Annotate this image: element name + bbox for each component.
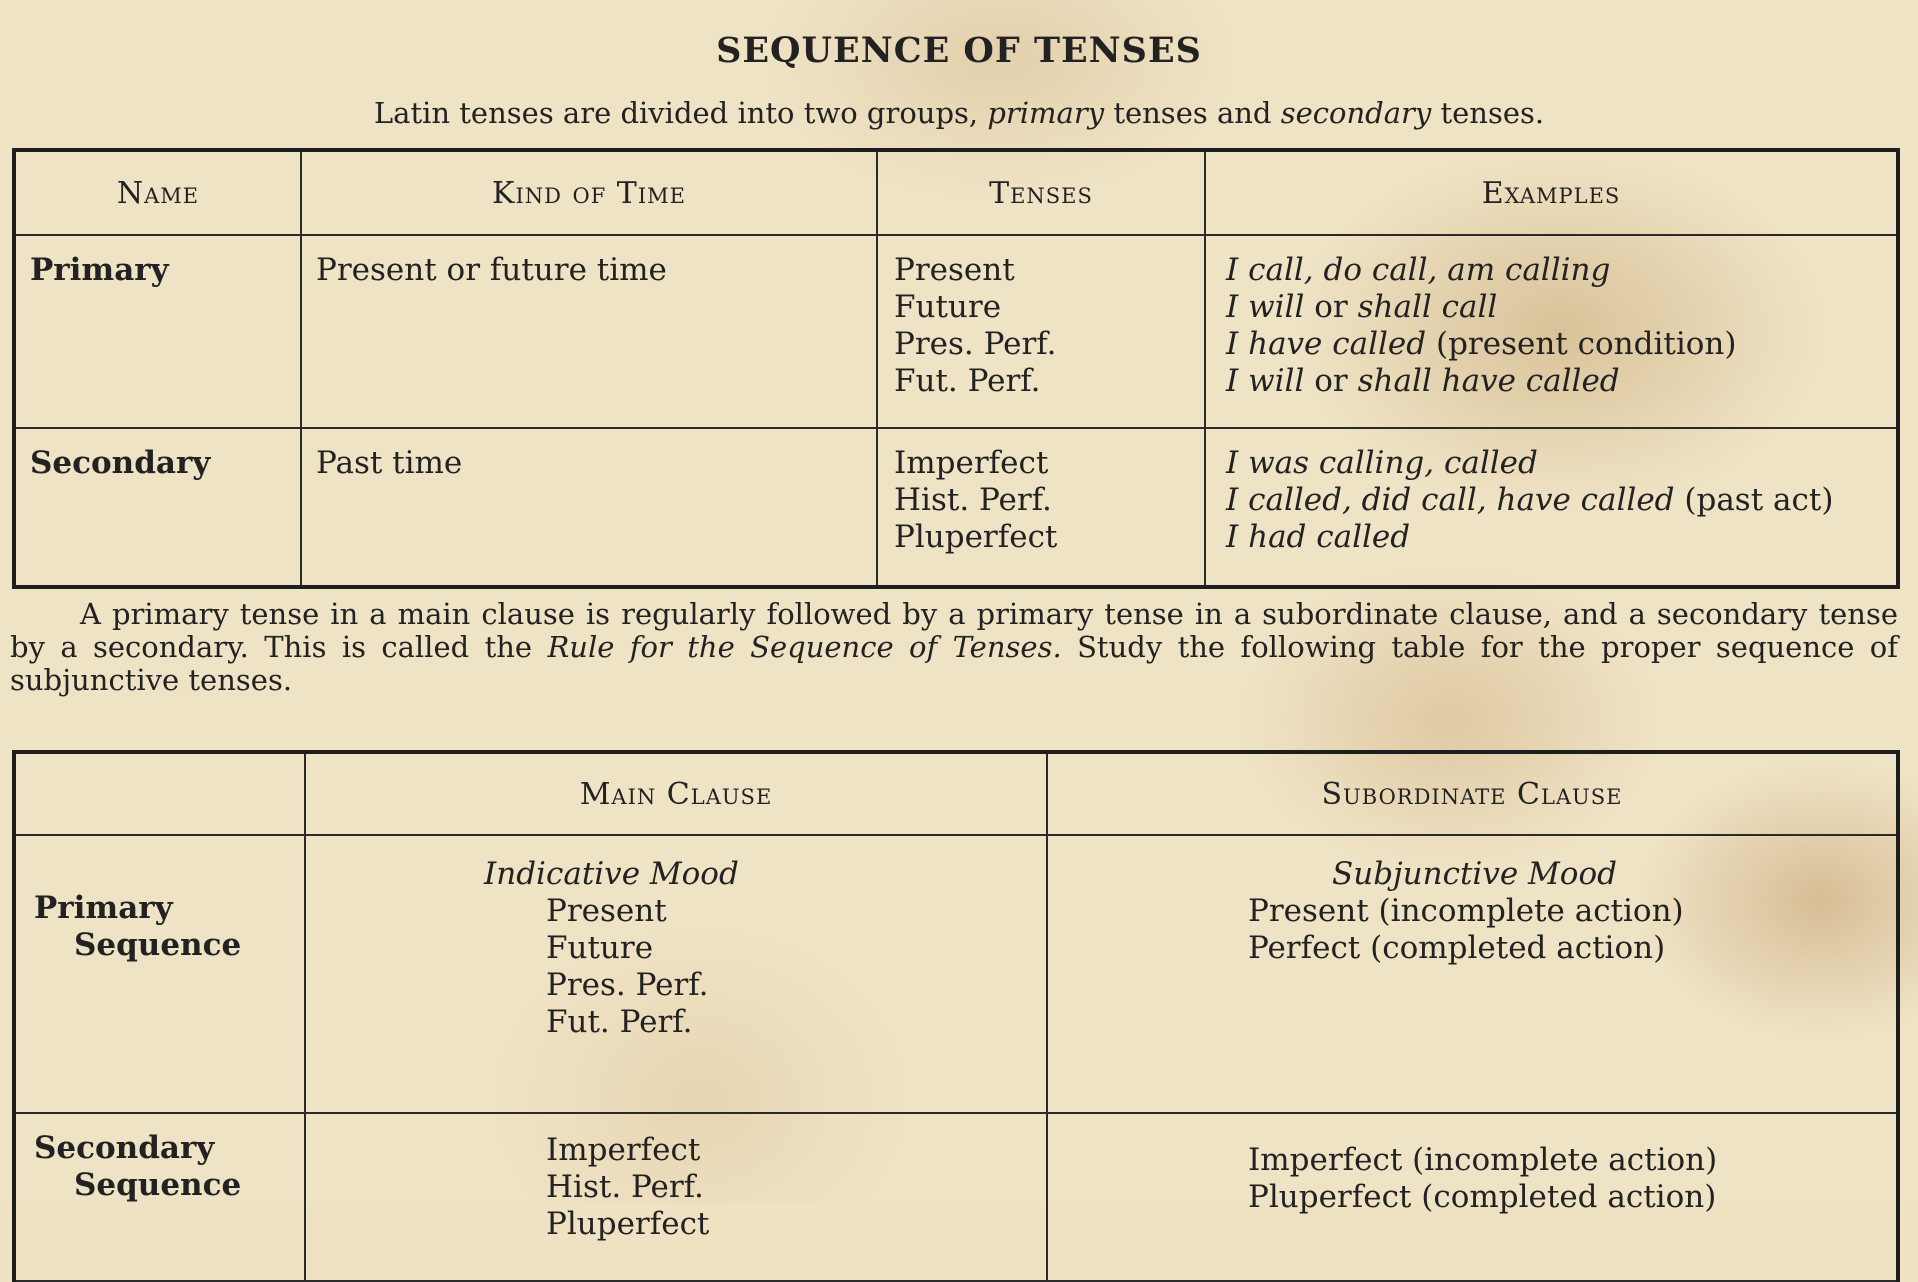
tense-item: Pres. Perf.	[894, 326, 1057, 362]
paragraph-text-2: Study the following table for the proper sequence of subjunctive tenses.	[10, 630, 1899, 697]
tense-list	[877, 235, 1205, 428]
tense-item: Hist. Perf.	[894, 482, 1052, 518]
sequence-table	[12, 750, 1900, 1282]
subordinate-clause-cell	[1047, 1113, 1898, 1281]
header-kind-of-time: Kind of Time	[301, 150, 877, 235]
tense-list	[877, 428, 1205, 587]
tense-item: Present	[894, 252, 1015, 288]
tense-item: Future	[546, 930, 654, 966]
header-main-clause: Main Clause	[305, 752, 1047, 835]
intro-text-1: Latin tenses are divided into two groups,	[373, 96, 979, 130]
header-name: Name	[14, 150, 301, 235]
tense-item: Imperfect	[546, 1132, 701, 1168]
table-row	[14, 835, 1898, 1113]
example-line: I have called (present condition)	[1226, 326, 1737, 362]
tense-item: Perfect (completed action)	[1248, 930, 1666, 966]
header-subordinate-clause: Subordinate Clause	[1047, 752, 1898, 835]
group-name: Primary	[14, 235, 301, 428]
mood-label: Subjunctive Mood	[1332, 856, 1617, 892]
intro-secondary: secondary	[1280, 96, 1432, 130]
table-row	[14, 428, 1898, 587]
page-title: SEQUENCE OF TENSES	[716, 30, 1202, 71]
tense-item: Pluperfect	[894, 519, 1058, 555]
sequence-label: Secondary Sequence	[14, 1113, 305, 1281]
intro-text-2: tenses and	[1113, 96, 1272, 130]
main-clause-cell	[305, 835, 1047, 1113]
kind-of-time: Present or future time	[301, 235, 877, 428]
header-tenses: Tenses	[877, 150, 1205, 235]
intro-primary: primary	[987, 96, 1105, 130]
intro-sentence	[0, 96, 1918, 130]
table-row	[14, 1113, 1898, 1281]
example-list	[1205, 235, 1898, 428]
kind-of-time: Past time	[301, 428, 877, 587]
tense-item: Pluperfect (completed action)	[1248, 1179, 1717, 1215]
header-examples: Examples	[1205, 150, 1898, 235]
subordinate-clause-cell	[1047, 835, 1898, 1113]
paragraph-text-1: A primary tense in a main clause is regularly followed by a primary tense in a subordinate clause, and a secondary tense by a secondary. This is called the	[10, 597, 1898, 664]
tense-groups-table	[12, 148, 1900, 589]
table-header-row	[14, 150, 1898, 235]
tense-item: Pres. Perf.	[546, 967, 709, 1003]
tense-item: Pluperfect	[546, 1206, 710, 1242]
example-line: I called, did call, have called (past act)	[1226, 482, 1834, 518]
example-list	[1205, 428, 1898, 587]
tense-item: Imperfect	[894, 445, 1049, 481]
example-line: I was calling, called	[1226, 445, 1538, 481]
table-header-row	[14, 752, 1898, 835]
tense-item: Future	[894, 289, 1002, 325]
tense-item: Present	[546, 893, 667, 929]
intro-text-3: tenses.	[1440, 96, 1545, 130]
example-line: I will or shall call	[1226, 289, 1498, 325]
mood-label: Indicative Mood	[484, 856, 739, 892]
main-clause-cell	[305, 1113, 1047, 1281]
tense-item: Fut. Perf.	[546, 1004, 693, 1040]
rule-name: Rule for the Sequence of Tenses.	[547, 630, 1062, 664]
example-line: I call, do call, am calling	[1226, 252, 1611, 288]
tense-item: Fut. Perf.	[894, 363, 1041, 399]
tense-item: Imperfect (incomplete action)	[1248, 1142, 1718, 1178]
example-line: I will or shall have called	[1226, 363, 1620, 399]
example-line: I had called	[1226, 519, 1411, 555]
group-name: Secondary	[14, 428, 301, 587]
table-row	[14, 235, 1898, 428]
tense-item: Hist. Perf.	[546, 1169, 704, 1205]
rule-paragraph	[10, 598, 1898, 697]
tense-item: Present (incomplete action)	[1248, 893, 1684, 929]
header-blank	[14, 752, 305, 835]
sequence-label: Primary Sequence	[14, 835, 305, 1113]
